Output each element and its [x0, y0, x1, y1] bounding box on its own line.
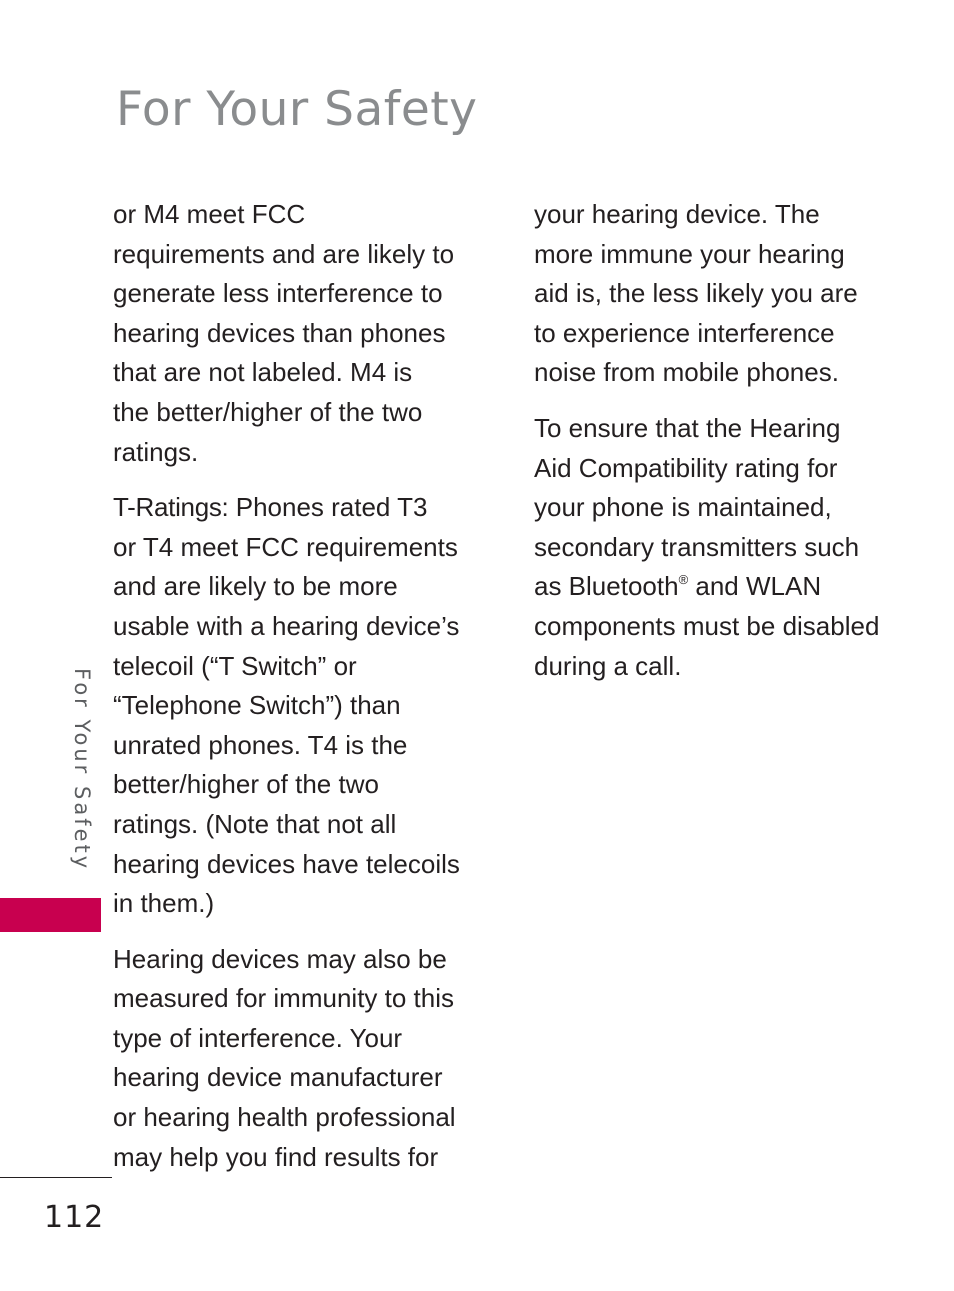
text-line: secondary transmitters such	[534, 531, 860, 562]
text-line: “Telephone Switch”) than	[113, 690, 401, 721]
text-line: measured for immunity to this	[113, 983, 455, 1014]
text-line: may help you find results for	[113, 1141, 439, 1172]
text-line	[534, 567, 906, 607]
paragraph-secondary-transmitters	[534, 409, 906, 686]
paragraph-t-ratings	[113, 488, 485, 924]
text-line: type of interference. Your	[113, 1022, 403, 1053]
text-line: ratings.	[113, 436, 199, 467]
text-line: hearing devices have telecoils	[113, 848, 460, 879]
text-fragment: Phones rated T3	[228, 492, 428, 523]
paragraph-immunity-continued	[534, 195, 906, 393]
text-line: components must be disabled	[534, 610, 880, 641]
text-line: or hearing health professional	[113, 1102, 456, 1133]
text-line: ratings. (Note that not all	[113, 808, 397, 839]
text-line: and are likely to be more	[113, 571, 398, 602]
right-column	[534, 195, 906, 702]
text-line: generate less interference to	[113, 278, 443, 309]
section-tab-marker	[0, 898, 101, 932]
page-title: For Your Safety	[116, 82, 478, 137]
text-line: Hearing devices may also be	[113, 943, 447, 974]
section-side-label: For Your Safety	[70, 668, 94, 872]
text-fragment: as Bluetooth	[534, 571, 679, 602]
page-number: 112	[44, 1200, 105, 1235]
paragraph-immunity	[113, 940, 485, 1178]
text-line: your phone is maintained,	[534, 492, 832, 523]
text-line: or M4 meet FCC	[113, 199, 306, 229]
text-line: telecoil (“T Switch” or	[113, 650, 357, 681]
left-column	[113, 195, 485, 1193]
text-line: Aid Compatibility rating for	[534, 452, 838, 483]
text-fragment: and WLAN	[688, 571, 822, 602]
text-line: unrated phones. T4 is the	[113, 729, 408, 760]
text-line: to experience interference	[534, 317, 835, 348]
text-line: requirements and are likely to	[113, 238, 455, 269]
text-line: or T4 meet FCC requirements	[113, 531, 458, 562]
text-line: during a call.	[534, 650, 682, 681]
text-line: the better/higher of the two	[113, 396, 423, 427]
text-line: your hearing device. The	[534, 199, 820, 229]
text-line: noise from mobile phones.	[534, 357, 839, 388]
text-line: aid is, the less likely you are	[534, 278, 858, 309]
text-line: To ensure that the Hearing	[534, 412, 841, 443]
text-line: that are not labeled. M4 is	[113, 357, 413, 388]
text-line: usable with a hearing device’s	[113, 610, 460, 641]
paragraph-m-ratings	[113, 195, 485, 472]
footer-divider	[0, 1177, 112, 1178]
t-ratings-term: T-Ratings:	[113, 492, 229, 523]
text-line: hearing devices than phones	[113, 317, 446, 348]
text-line	[113, 488, 485, 528]
registered-mark: ®	[678, 572, 689, 588]
text-line: more immune your hearing	[534, 238, 845, 269]
text-line: in them.)	[113, 888, 215, 919]
text-line: hearing device manufacturer	[113, 1062, 443, 1093]
text-line: better/higher of the two	[113, 769, 379, 800]
